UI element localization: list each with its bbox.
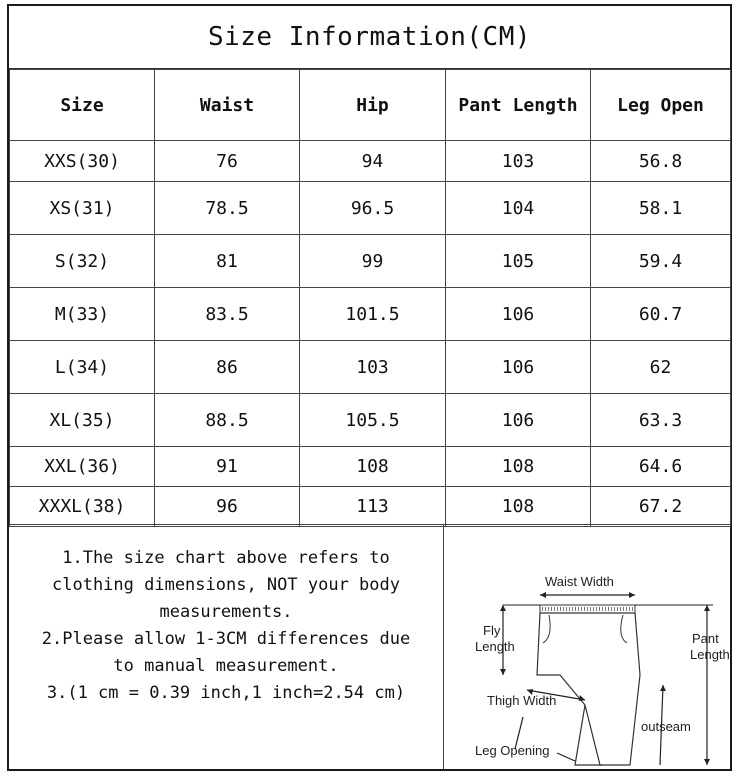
cell-leg-open: 64.6 [591, 447, 731, 487]
pant-label: Pant [692, 631, 719, 646]
waist-width-label: Waist Width [545, 574, 614, 589]
cell-hip: 108 [300, 447, 446, 487]
cell-pant-length: 106 [446, 288, 591, 341]
table-row [10, 235, 731, 288]
cell-leg-open: 62 [591, 341, 731, 394]
size-table [9, 69, 731, 527]
arrow-head [500, 605, 506, 611]
arrow-head [500, 669, 506, 675]
arrow-head [660, 685, 666, 691]
table-row [10, 394, 731, 447]
cell-pant-length: 103 [446, 141, 591, 182]
note-line: clothing dimensions, NOT your body [52, 575, 400, 595]
note-line: measurements. [159, 602, 293, 622]
cell-size: M(33) [10, 288, 155, 341]
cell-pant-length: 105 [446, 235, 591, 288]
header-leg-open: Leg Open [591, 70, 731, 141]
cell-waist: 76 [155, 141, 300, 182]
chart-title: Size Information(CM) [9, 6, 730, 69]
pants-outline [537, 613, 640, 765]
cell-size: XXL(36) [10, 447, 155, 487]
cell-leg-open: 58.1 [591, 182, 731, 235]
cell-size: S(32) [10, 235, 155, 288]
thigh-width-label: Thigh Width [487, 693, 557, 708]
cell-leg-open: 56.8 [591, 141, 731, 182]
table-row [10, 447, 731, 487]
fly-length-label: Length [475, 639, 515, 654]
cell-leg-open: 67.2 [591, 487, 731, 527]
note-line: 1.The size chart above refers to [62, 548, 390, 568]
cell-hip: 99 [300, 235, 446, 288]
fly-label: Fly [483, 623, 501, 638]
cell-size: XS(31) [10, 182, 155, 235]
cell-size: XL(35) [10, 394, 155, 447]
pants-measurement-diagram [445, 525, 730, 769]
cell-waist: 88.5 [155, 394, 300, 447]
pants-diagram-svg [445, 525, 730, 770]
table-row [10, 141, 731, 182]
bottom-section [9, 524, 730, 769]
arrow-head [540, 592, 546, 598]
cell-waist: 83.5 [155, 288, 300, 341]
cell-hip: 105.5 [300, 394, 446, 447]
header-hip: Hip [300, 70, 446, 141]
cell-waist: 96 [155, 487, 300, 527]
cell-size: XXXL(38) [10, 487, 155, 527]
cell-size: L(34) [10, 341, 155, 394]
note-line: 3.(1 cm = 0.39 inch,1 inch=2.54 cm) [46, 683, 406, 703]
cell-pant-length: 106 [446, 341, 591, 394]
cell-pant-length: 104 [446, 182, 591, 235]
cell-leg-open: 60.7 [591, 288, 731, 341]
outseam-label: outseam [641, 719, 691, 734]
cell-hip: 113 [300, 487, 446, 527]
cell-waist: 81 [155, 235, 300, 288]
cell-waist: 78.5 [155, 182, 300, 235]
note-line: to manual measurement. [113, 656, 339, 676]
cell-hip: 101.5 [300, 288, 446, 341]
table-row [10, 487, 731, 527]
leg-opening-arrow [557, 753, 575, 761]
leg-opening-label: Leg Opening [475, 743, 550, 758]
pant-length-label: Length [690, 647, 730, 662]
cell-hip: 103 [300, 341, 446, 394]
table-row [10, 182, 731, 235]
cell-leg-open: 59.4 [591, 235, 731, 288]
cell-waist: 91 [155, 447, 300, 487]
header-pant-length: Pant Length [446, 70, 591, 141]
notes-panel [9, 525, 444, 769]
arrow-head [704, 759, 710, 765]
cell-leg-open: 63.3 [591, 394, 731, 447]
size-chart [7, 4, 732, 771]
cell-pant-length: 106 [446, 394, 591, 447]
header-waist: Waist [155, 70, 300, 141]
table-row [10, 341, 731, 394]
cell-pant-length: 108 [446, 487, 591, 527]
header-size: Size [10, 70, 155, 141]
header-row [10, 70, 731, 141]
table-row [10, 288, 731, 341]
cell-hip: 94 [300, 141, 446, 182]
cell-pant-length: 108 [446, 447, 591, 487]
note-line: 2.Please allow 1-3CM differences due [41, 629, 411, 649]
cell-waist: 86 [155, 341, 300, 394]
cell-hip: 96.5 [300, 182, 446, 235]
arrow-head [629, 592, 635, 598]
arrow-head [704, 605, 710, 611]
cell-size: XXS(30) [10, 141, 155, 182]
